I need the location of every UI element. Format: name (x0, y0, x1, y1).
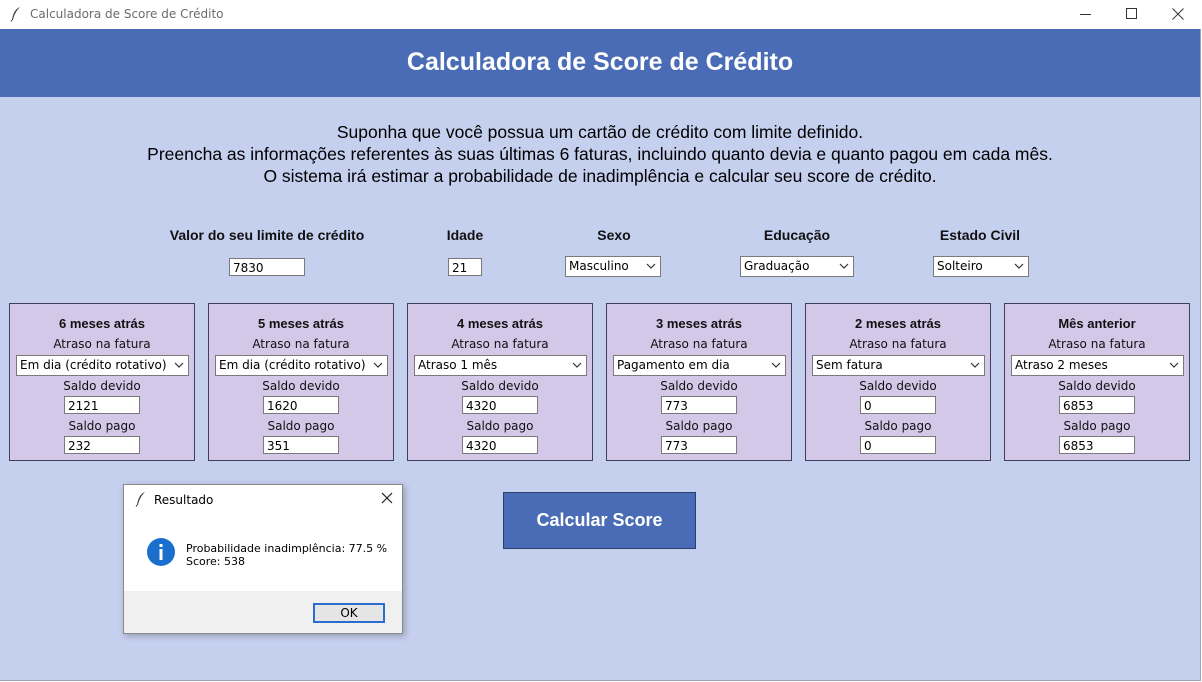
chevron-down-icon (572, 362, 582, 369)
dialog-title: Resultado (154, 493, 214, 507)
paid-input[interactable]: 232 (64, 436, 140, 454)
paid-input[interactable]: 773 (661, 436, 737, 454)
maximize-icon (1126, 8, 1138, 20)
month-title: 5 meses atrás (257, 316, 344, 331)
owed-input[interactable]: 773 (661, 396, 737, 414)
month-title: 4 meses atrás (456, 316, 543, 331)
info-icon (146, 537, 176, 567)
marital-status-select-value: Solteiro (937, 259, 983, 273)
delay-select-value: Atraso 2 meses (1015, 358, 1108, 372)
marital-status-select[interactable] (933, 256, 1029, 277)
paid-label: Saldo pago (1063, 419, 1131, 433)
sex-select-value: Masculino (569, 259, 629, 273)
month-card (805, 303, 991, 461)
month-title: Mês anterior (1058, 316, 1136, 331)
paid-label: Saldo pago (864, 419, 932, 433)
month-card (1004, 303, 1190, 461)
close-icon (1172, 8, 1184, 20)
instructions (0, 121, 1200, 187)
delay-select[interactable] (215, 355, 388, 376)
limit-label: Valor do seu limite de crédito (169, 227, 365, 243)
minimize-button[interactable] (1063, 0, 1109, 29)
maximize-button[interactable] (1109, 0, 1155, 29)
paid-label: Saldo pago (267, 419, 335, 433)
age-input[interactable]: 21 (448, 258, 482, 276)
paid-label: Saldo pago (665, 419, 733, 433)
owed-input[interactable]: 1620 (263, 396, 339, 414)
delay-label: Atraso na fatura (53, 337, 151, 351)
delay-label: Atraso na fatura (650, 337, 748, 351)
page-title: Calculadora de Score de Crédito (406, 48, 794, 76)
owed-label: Saldo devido (63, 379, 141, 393)
month-title: 3 meses atrás (655, 316, 742, 331)
chevron-down-icon (1169, 362, 1179, 369)
chevron-down-icon (839, 263, 849, 270)
delay-select-value: Pagamento em dia (617, 358, 730, 372)
owed-label: Saldo devido (859, 379, 937, 393)
paid-label: Saldo pago (466, 419, 534, 433)
feather-icon (134, 491, 148, 507)
instructions-line-1: Suponha que você possua um cartão de crédito com limite definido. (336, 122, 864, 142)
owed-input[interactable]: 6853 (1059, 396, 1135, 414)
owed-input[interactable]: 0 (860, 396, 936, 414)
probability-text: Probabilidade inadimplência: 77.5 % (186, 542, 388, 555)
title-bar (0, 0, 1202, 29)
close-button[interactable] (1155, 0, 1201, 29)
delay-select[interactable] (1011, 355, 1184, 376)
header-banner (0, 29, 1200, 97)
instructions-line-2: Preencha as informações referentes às suas últimas 6 faturas, incluindo quanto devia e quanto pagou em cada mês. (147, 144, 1053, 164)
delay-select-value: Atraso 1 mês (418, 358, 498, 372)
delay-select[interactable] (16, 355, 189, 376)
instructions-line-3: O sistema irá estimar a probabilidade de inadimplência e calcular seu score de crédito. (263, 166, 937, 186)
owed-label: Saldo devido (1058, 379, 1136, 393)
delay-select[interactable] (613, 355, 786, 376)
education-select-value: Graduação (744, 259, 810, 273)
dialog-message (186, 542, 387, 568)
month-card (9, 303, 195, 461)
result-dialog (123, 484, 403, 634)
education-select[interactable] (740, 256, 854, 277)
chevron-down-icon (174, 362, 184, 369)
delay-select-value: Em dia (crédito rotativo) (20, 358, 167, 372)
dialog-footer (124, 591, 402, 633)
delay-select-value: Em dia (crédito rotativo) (219, 358, 366, 372)
paid-input[interactable]: 351 (263, 436, 339, 454)
chevron-down-icon (373, 362, 383, 369)
paid-input[interactable]: 0 (860, 436, 936, 454)
delay-select-value: Sem fatura (816, 358, 883, 372)
ok-button[interactable]: OK (313, 603, 385, 623)
delay-label: Atraso na fatura (849, 337, 947, 351)
month-title: 6 meses atrás (58, 316, 145, 331)
dialog-close-icon[interactable] (380, 491, 394, 505)
owed-label: Saldo devido (461, 379, 539, 393)
chevron-down-icon (771, 362, 781, 369)
calculate-score-button[interactable]: Calcular Score (503, 492, 696, 549)
paid-input[interactable]: 4320 (462, 436, 538, 454)
minimize-icon (1080, 8, 1092, 20)
sex-select[interactable] (565, 256, 661, 277)
delay-label: Atraso na fatura (451, 337, 549, 351)
chevron-down-icon (970, 362, 980, 369)
paid-input[interactable]: 6853 (1059, 436, 1135, 454)
feather-icon (9, 6, 23, 22)
education-label: Educação (763, 227, 831, 243)
owed-input[interactable]: 2121 (64, 396, 140, 414)
marital-status-label: Estado Civil (939, 227, 1021, 243)
score-text: Score: 538 (186, 555, 246, 568)
paid-label: Saldo pago (68, 419, 136, 433)
window-title: Calculadora de Score de Crédito (30, 7, 224, 21)
delay-select[interactable] (414, 355, 587, 376)
limit-input[interactable]: 7830 (229, 258, 305, 276)
owed-input[interactable]: 4320 (462, 396, 538, 414)
chevron-down-icon (646, 263, 656, 270)
age-label: Idade (446, 227, 484, 243)
month-card (208, 303, 394, 461)
month-title: 2 meses atrás (854, 316, 941, 331)
delay-select[interactable] (812, 355, 985, 376)
chevron-down-icon (1014, 263, 1024, 270)
delay-label: Atraso na fatura (1048, 337, 1146, 351)
month-card (606, 303, 792, 461)
owed-label: Saldo devido (660, 379, 738, 393)
owed-label: Saldo devido (262, 379, 340, 393)
sex-label: Sexo (597, 227, 631, 243)
delay-label: Atraso na fatura (252, 337, 350, 351)
month-card (407, 303, 593, 461)
